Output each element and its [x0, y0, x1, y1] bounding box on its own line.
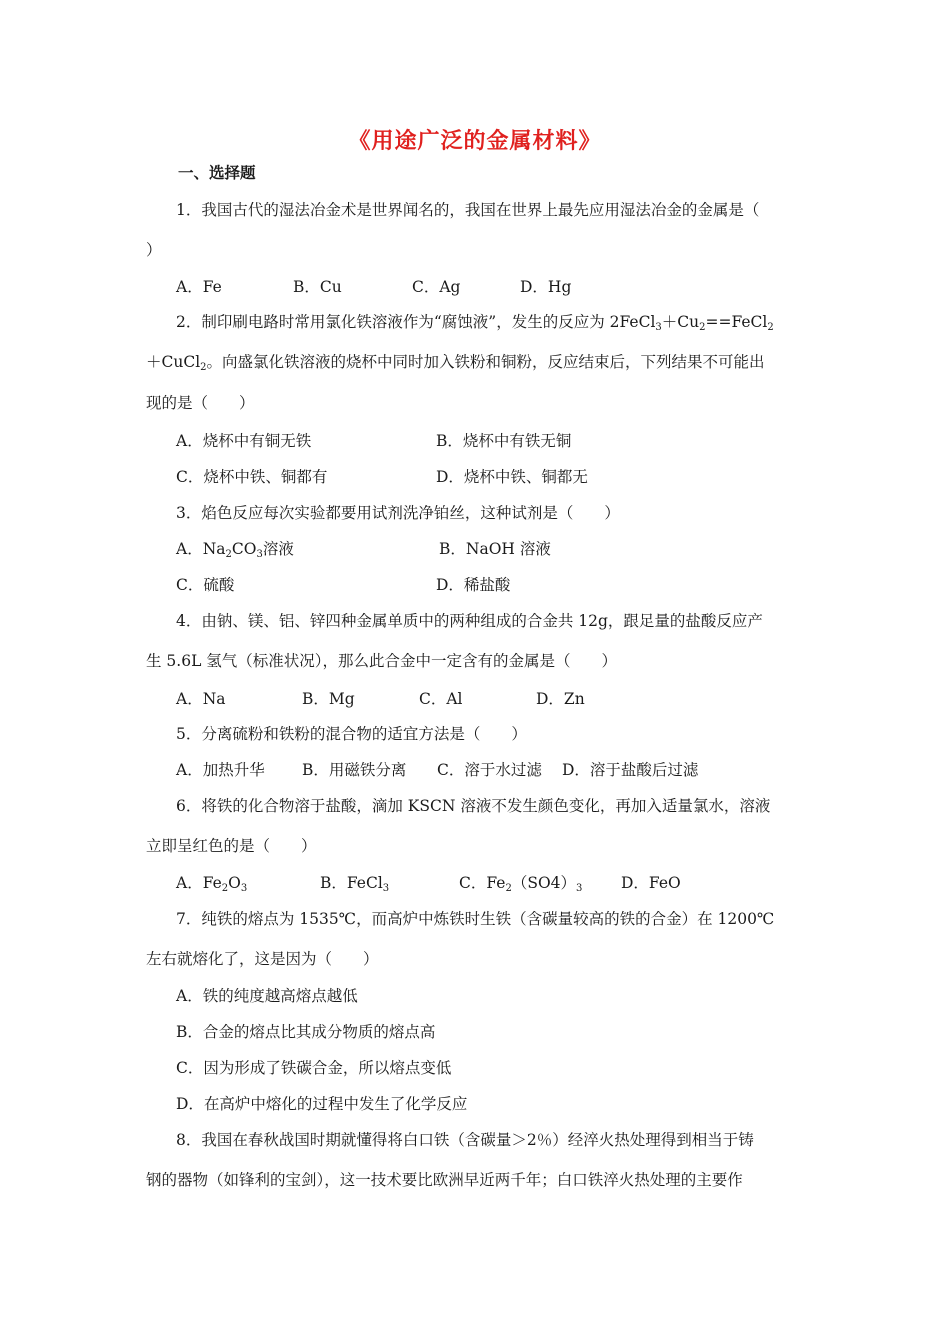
document-title: 《用途广泛的金属材料》 — [348, 128, 602, 154]
question-7-option-b: B．合金的熔点比其成分物质的熔点高 — [176, 1023, 436, 1041]
question-4-line-1: 4．由钠、镁、铝、锌四种金属单质中的两种组成的合金共 12g，跟足量的盐酸反应产 — [176, 612, 763, 630]
question-2-line-2 — [146, 352, 765, 372]
question-1-options — [176, 277, 876, 297]
subscript: 3 — [655, 322, 662, 333]
text-segment: ==FeCl — [705, 313, 768, 331]
question-4-line-2: 生 5.6L 氢气（标准状况），那么此合金中一定含有的金属是（ ） — [146, 652, 618, 670]
text-segment: ＋CuCl — [146, 353, 201, 371]
text-segment: ＋Cu — [661, 313, 700, 331]
question-8-line-1: 8．我国在春秋战国时期就懂得将白口铁（含碳量＞2％）经淬火热处理得到相当于铸 — [176, 1131, 754, 1149]
option-a: A．Na — [176, 690, 226, 708]
text-segment: （SO4） — [511, 874, 577, 892]
question-7-option-d: D．在高炉中熔化的过程中发生了化学反应 — [176, 1095, 468, 1113]
subscript: 2 — [221, 883, 229, 894]
option-c — [459, 873, 582, 893]
text-segment: A．Na — [176, 540, 226, 558]
option-d: D．Zn — [536, 690, 585, 708]
question-1-line-2: ） — [146, 241, 162, 259]
question-7-option-a: A．铁的纯度越高熔点越低 — [176, 987, 358, 1005]
option-a: A．加热升华 — [176, 761, 265, 779]
text-segment: B．FeCl — [320, 874, 383, 892]
question-7-option-c: C．因为形成了铁碳合金，所以熔点变低 — [176, 1059, 452, 1077]
question-4-options — [176, 689, 876, 709]
option-b: B．Cu — [293, 278, 342, 296]
question-3-option-d: D．稀盐酸 — [436, 576, 511, 594]
text-segment: C．Fe — [459, 874, 506, 892]
subscript: 3 — [382, 883, 390, 894]
subscript: 2 — [505, 883, 512, 894]
question-5-options — [176, 760, 876, 780]
question-2-option-b: B．烧杯中有铁无铜 — [436, 432, 572, 450]
option-b: B．用磁铁分离 — [302, 761, 407, 779]
option-b — [320, 873, 389, 893]
subscript: 3 — [576, 883, 583, 894]
option-c: C．Ag — [412, 278, 461, 296]
text-segment: 溶液 — [262, 540, 294, 558]
option-c: C．Al — [419, 690, 463, 708]
question-7-line-2: 左右就熔化了，这是因为（ ） — [146, 950, 379, 968]
option-a: A．Fe — [176, 278, 222, 296]
subscript: 2 — [767, 322, 774, 333]
subscript: 2 — [225, 549, 232, 560]
question-6-line-1: 6．将铁的化合物溶于盐酸，滴加 KSCN 溶液不发生颜色变化，再加入适量氯水，溶液 — [176, 797, 771, 815]
question-6-options — [176, 873, 876, 893]
option-a — [176, 873, 247, 893]
question-3-line-1: 3．焰色反应每次实验都要用试剂洗净铂丝，这种试剂是（ ） — [176, 504, 620, 522]
question-2-option-a: A．烧杯中有铜无铁 — [176, 432, 312, 450]
text-segment: 。向盛氯化铁溶液的烧杯中同时加入铁粉和铜粉，反应结束后，下列结果不可能出 — [206, 353, 765, 371]
question-6-line-2: 立即呈红色的是（ ） — [146, 837, 317, 855]
option-d: D．FeO — [621, 874, 681, 892]
option-d: D．Hg — [520, 278, 572, 296]
text-segment: O — [228, 874, 241, 892]
question-3-option-c: C．硫酸 — [176, 576, 235, 594]
text-segment: 2．制印刷电路时常用氯化铁溶液作为“腐蚀液”，发生的反应为 2FeCl — [176, 313, 656, 331]
question-3-option-b: B．NaOH 溶液 — [439, 540, 551, 558]
question-2-line-1 — [176, 312, 774, 332]
question-7-line-1: 7．纯铁的熔点为 1535℃，而高炉中炼铁时生铁（含碳量较高的铁的合金）在 1200℃ — [176, 910, 775, 928]
section-heading: 一、选择题 — [178, 163, 256, 182]
question-1-line-1: 1．我国古代的湿法冶金术是世界闻名的，我国在世界上最先应用湿法冶金的金属是（ — [176, 201, 760, 219]
question-8-line-2: 钢的器物（如锋利的宝剑），这一技术要比欧洲早近两千年；白口铁淬火热处理的主要作 — [146, 1171, 743, 1189]
option-d: D．溶于盐酸后过滤 — [562, 761, 699, 779]
option-c: C．溶于水过滤 — [437, 761, 542, 779]
question-2-option-c: C．烧杯中铁、铜都有 — [176, 468, 328, 486]
text-segment: CO — [231, 540, 257, 558]
subscript: 2 — [200, 362, 207, 373]
option-b: B．Mg — [302, 690, 355, 708]
question-2-line-3: 现的是（ ） — [146, 394, 255, 412]
subscript: 3 — [256, 549, 263, 560]
question-2-option-d: D．烧杯中铁、铜都无 — [436, 468, 588, 486]
subscript: 2 — [699, 322, 706, 333]
text-segment: A．Fe — [176, 874, 222, 892]
question-5-line-1: 5．分离硫粉和铁粉的混合物的适宜方法是（ ） — [176, 725, 527, 743]
question-3-option-a — [176, 539, 294, 559]
subscript: 3 — [240, 883, 248, 894]
